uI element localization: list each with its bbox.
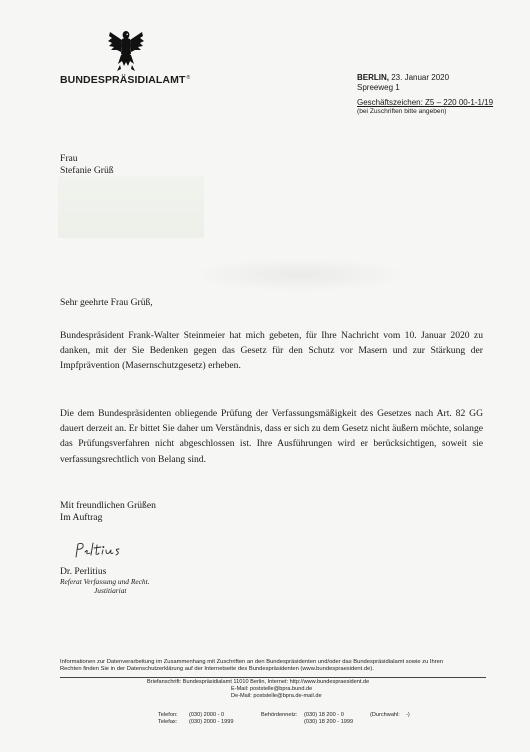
privacy-notice	[60, 659, 500, 674]
closing-by-order: Im Auftrag	[60, 511, 103, 523]
signer-name: Dr. Perlitius	[60, 566, 107, 577]
recipient-title: Frau	[60, 153, 78, 164]
authority-network-label: Behördennetz:	[261, 712, 298, 718]
privacy-line-2: Rechten finden Sie in der Datenschutzerklärung auf der Internetseite des Bundespräsidenten (www.bundespraesident.de).	[60, 666, 374, 673]
closing-greeting: Mit freundlichen Grüßen	[60, 500, 156, 511]
footer-email: E-Mail: poststelle@bpra.bund.de	[231, 685, 313, 692]
office-name	[60, 74, 190, 86]
header-info	[357, 73, 493, 116]
body-paragraph-2: Die dem Bundespräsidenten obliegende Prüfung der Verfassungsmäßigkeit des Gesetzes nach Art. 82 GG dauert derzeit an. Er bittet Sie daher um Verständnis, dass er sich zu dem Gesetz nicht äußern möchte, solange das Prüfungsverfahren nicht abgeschlossen ist. Ihre Ausführungen wird er berücksichtigen, soweit sie verfassungsrechtlich von Belang sind.	[60, 408, 483, 465]
privacy-line-1: Informationen zur Datenverarbeitung im Zusammenhang mit Zuschriften an den Bundespräsidenten und/oder das Bundespräsidialamt sowie zu Ihren	[60, 659, 444, 665]
place-date-line	[357, 73, 493, 83]
recipient-name: Stefanie Grüß	[60, 164, 114, 176]
direct-dial-value: -)	[406, 712, 410, 718]
fax-row	[158, 719, 410, 726]
redacted-address	[58, 176, 204, 238]
reference-number: Geschäftszeichen: Z5 – 220 00-1-1/19	[357, 98, 494, 107]
reference-note: (bei Zuschriften bitte angeben)	[357, 108, 447, 115]
authority-network-phone: (030) 18 200 - 0	[304, 712, 344, 718]
body-paragraph-1: Bundespräsident Frank-Walter Steinmeier hat mich gebeten, für Ihre Nachricht vom 10. Januar 2020 zu danken, mit der Sie Bedenken gegen das Gesetz für den Schutz vor Masern und zur Stärkung der Impfprävention (Masernschutzgesetz) erheben.	[60, 330, 483, 372]
signer-block	[60, 566, 150, 595]
footer-divider	[60, 677, 486, 678]
office-name-text: BUNDESPRÄSIDIALAMT	[60, 74, 186, 86]
federal-eagle-icon	[108, 28, 144, 74]
letter-date: 23. Januar 2020	[391, 73, 450, 82]
phone-number: (030) 2000 - 0	[189, 712, 225, 718]
postal-address: Briefanschrift: Bundespräsidialamt 11010 Berlin, Internet: http://www.bundespraesident.de	[147, 679, 370, 685]
trademark-symbol: ®	[186, 74, 191, 81]
fax-label: Telefax:	[158, 718, 178, 725]
footer-contact-numbers	[158, 712, 410, 726]
recipient-block	[60, 153, 114, 176]
signer-department: Referat Verfassung und Recht.	[60, 577, 150, 586]
closing	[60, 500, 156, 523]
fax-number: (030) 2000 - 1999	[189, 718, 234, 725]
phone-row	[158, 712, 410, 719]
authority-network-fax: (030) 18 200 - 1999	[304, 718, 354, 725]
footer-address	[147, 679, 369, 699]
handwritten-signature	[72, 540, 128, 560]
phone-label: Telefon:	[158, 712, 178, 718]
salutation: Sehr geehrte Frau Grüß,	[60, 297, 153, 308]
city: BERLIN,	[357, 73, 389, 82]
street-address: Spreeweg 1	[357, 83, 400, 92]
paper-smudge	[190, 258, 410, 292]
footer-de-mail: De-Mail: poststelle@bpra.de-mail.de	[231, 692, 322, 699]
direct-dial-label: (Durchwahl:	[370, 712, 400, 718]
signer-unit: Justitiariat	[94, 586, 127, 595]
